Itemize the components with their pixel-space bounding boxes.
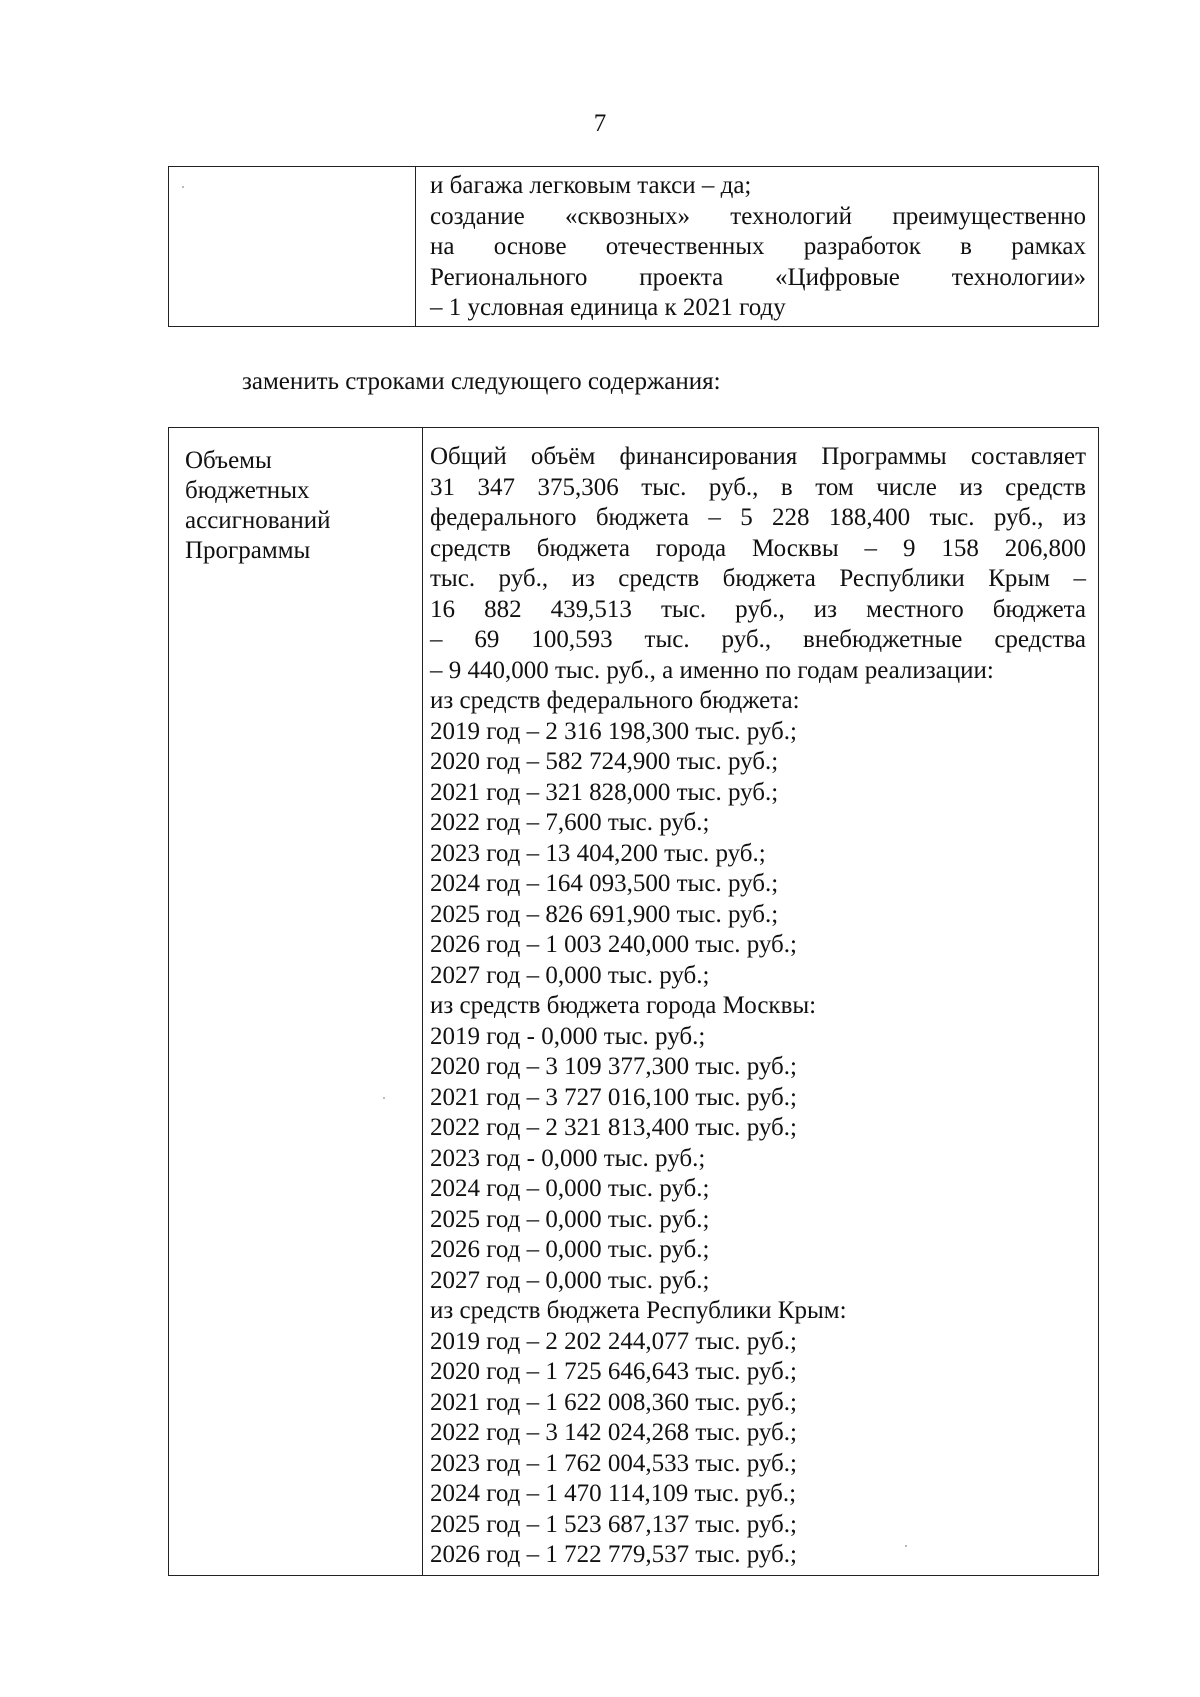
table-row (169, 428, 1099, 1576)
text-line: Регионального проекта «Цифровые технологии» (430, 263, 1086, 291)
row-heading-line: Объемы (185, 447, 272, 474)
scan-speck (383, 1097, 385, 1099)
intro-text: заменить строками следующего содержания: (242, 368, 721, 395)
text-line: 2022 год – 2 321 813,400 тыс. руб.; (430, 1114, 797, 1141)
text-line: 16 882 439,513 тыс. руб., из местного бюджета (430, 595, 1086, 623)
top-table-right-cell (416, 167, 1099, 327)
text-line: 2021 год – 1 622 008,360 тыс. руб.; (430, 1388, 797, 1416)
text-line: 2022 год – 3 142 024,268 тыс. руб.; (430, 1419, 797, 1446)
text-line: 2025 год – 0,000 тыс. руб.; (430, 1205, 710, 1233)
text-line: 2020 год – 582 724,900 тыс. руб.; (430, 748, 779, 775)
text-line: – 9 440,000 тыс. руб., а именно по годам реализации: (430, 656, 994, 684)
text-line: 2022 год – 7,600 тыс. руб.; (430, 809, 710, 836)
text-line: 2026 год – 1 722 779,537 тыс. руб.; (430, 1541, 797, 1568)
text-line: 2023 год – 13 404,200 тыс. руб.; (430, 839, 766, 867)
text-line: 2026 год – 0,000 тыс. руб.; (430, 1236, 710, 1263)
text-line: – 1 условная единица к 2021 году (430, 294, 786, 321)
financing-by-year (430, 656, 1086, 1571)
text-line: федерального бюджета – 5 228 188,400 тыс. руб., из (430, 504, 1086, 531)
text-line: 2023 год - 0,000 тыс. руб.; (430, 1144, 706, 1172)
top-table-left-cell (169, 167, 416, 327)
text-line: 2019 год - 0,000 тыс. руб.; (430, 1022, 706, 1050)
financing-summary (430, 442, 1086, 656)
row-heading-line: ассигнований (185, 507, 331, 534)
text-line: 31 347 375,306 тыс. руб., в том числе из средств (430, 473, 1086, 501)
text-line: 2021 год – 3 727 016,100 тыс. руб.; (430, 1083, 797, 1111)
text-line: 2024 год – 0,000 тыс. руб.; (430, 1175, 710, 1202)
main-table-right-cell (423, 428, 1099, 1576)
scan-speck (182, 186, 184, 188)
text-line: 2024 год – 1 470 114,109 тыс. руб.; (430, 1480, 797, 1507)
text-line: из средств федерального бюджета: (430, 687, 800, 714)
text-line: 2020 год – 1 725 646,643 тыс. руб.; (430, 1358, 797, 1385)
text-line: создание «сквозных» технологий преимущественно (430, 202, 1086, 230)
text-line: 2027 год – 0,000 тыс. руб.; (430, 961, 710, 989)
text-line: 2025 год – 826 691,900 тыс. руб.; (430, 900, 779, 928)
table-row (169, 167, 1099, 327)
main-table (168, 427, 1099, 1576)
row-heading-line: бюджетных (185, 477, 310, 504)
text-line: 2026 год – 1 003 240,000 тыс. руб.; (430, 931, 797, 958)
text-line: тыс. руб., из средств бюджета Республики Крым – (430, 565, 1086, 592)
text-line: и багажа легковым такси – да; (430, 172, 752, 199)
text-line: 2020 год – 3 109 377,300 тыс. руб.; (430, 1053, 797, 1080)
text-line: на основе отечественных разработок в рамках (430, 233, 1086, 260)
text-line: 2027 год – 0,000 тыс. руб.; (430, 1266, 710, 1294)
text-line: 2021 год – 321 828,000 тыс. руб.; (430, 778, 779, 806)
text-line: 2019 год – 2 316 198,300 тыс. руб.; (430, 717, 797, 745)
text-line: из средств бюджета города Москвы: (430, 992, 817, 1019)
main-table-left-cell (169, 428, 423, 1576)
text-line: 2024 год – 164 093,500 тыс. руб.; (430, 870, 779, 897)
row-heading-line: Программы (185, 537, 311, 564)
text-line: Общий объём финансирования Программы составляет (430, 443, 1086, 470)
text-line: 2023 год – 1 762 004,533 тыс. руб.; (430, 1449, 797, 1477)
scan-speck (905, 1545, 907, 1547)
text-line: – 69 100,593 тыс. руб., внебюджетные средства (430, 626, 1086, 653)
text-line: из средств бюджета Республики Крым: (430, 1297, 847, 1324)
top-table (168, 166, 1099, 327)
text-line: средств бюджета города Москвы – 9 158 206,800 (430, 534, 1086, 562)
text-line: 2019 год – 2 202 244,077 тыс. руб.; (430, 1327, 797, 1355)
page-number: 7 (593, 110, 607, 137)
text-line: 2025 год – 1 523 687,137 тыс. руб.; (430, 1510, 797, 1538)
